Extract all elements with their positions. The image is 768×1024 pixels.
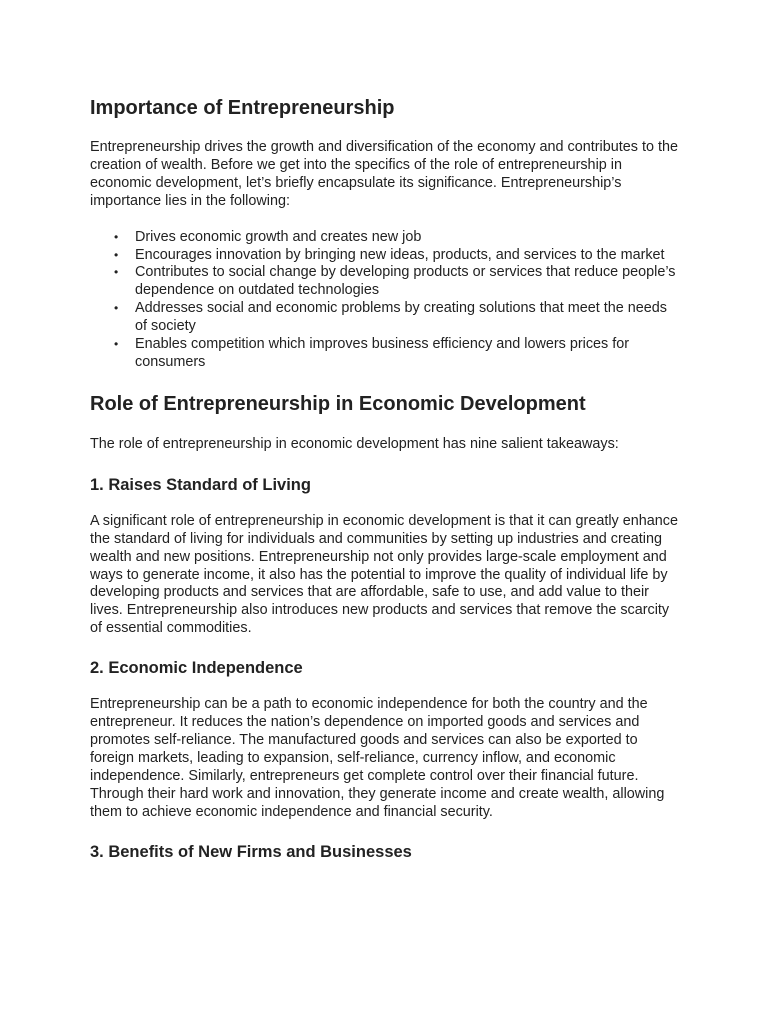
importance-intro-paragraph: Entrepreneurship drives the growth and diversification of the economy and contributes to the creation of wealth. Before we get into the specifics of the role of entrepreneurship in economic development, let’s briefly encapsulate its significance. Entrepreneurship’s importance lies in the following: (90, 139, 678, 209)
section-body-economic-independence: Entrepreneurship can be a path to economic independence for both the country and the entrepreneur. It reduces the nation’s dependence on imported goods and services and promotes self-reliance. The manufactured goods and services can also be exported to foreign markets, leading to expansion, self-reliance, currency inflow, and economic independence. Similarly, entrepreneurs get complete control over their financial future. Through their hard work and innovation, they generate income and create wealth, allowing them to achieve economic independence and financial security. (90, 696, 665, 820)
list-item-text: Addresses social and economic problems by creating solutions that meet the needs of society (135, 300, 667, 335)
list-item (90, 247, 680, 265)
list-item-text: Contributes to social change by developing products or services that reduce people’s dependence on outdated technologies (135, 264, 676, 299)
importance-list (90, 229, 680, 372)
list-item-text: Enables competition which improves business efficiency and lowers prices for consumers (135, 336, 630, 370)
bullet-icon: • (114, 229, 119, 244)
list-item (90, 336, 680, 372)
heading-role: Role of Entrepreneurship in Economic Development (90, 392, 586, 415)
bullet-icon: • (114, 247, 119, 262)
bullet-icon: • (114, 301, 119, 316)
bullet-icon: • (114, 265, 119, 280)
section-body-standard-of-living: A significant role of entrepreneurship in economic development is that it can greatly enhance the standard of living for individuals and communities by setting up industries and creating wealth and new positions. Entrepreneurship not only provides large-scale employment and ways to generate income, it also has the potential to improve the quality of individual life by developing products and services that are affordable, safe to use, and add value to their lives. Entrepreneurship also introduces new products and services that remove the scarcity of essential commodities. (90, 512, 678, 637)
list-item-text: Drives economic growth and creates new job (135, 228, 422, 245)
document-page (90, 94, 680, 863)
bullet-icon: • (114, 337, 119, 352)
section-heading-economic-independence: 2. Economic Independence (90, 659, 303, 678)
list-item (90, 229, 680, 247)
role-intro-paragraph: The role of entrepreneurship in economic development has nine salient takeaways: (90, 435, 619, 452)
list-item (90, 300, 680, 336)
section-heading-standard-of-living: 1. Raises Standard of Living (90, 475, 311, 494)
list-item (90, 264, 680, 300)
heading-importance: Importance of Entrepreneurship (90, 97, 395, 119)
list-item-text: Encourages innovation by bringing new ideas, products, and services to the market (135, 246, 665, 263)
section-heading-new-firms: 3. Benefits of New Firms and Businesses (90, 843, 412, 862)
